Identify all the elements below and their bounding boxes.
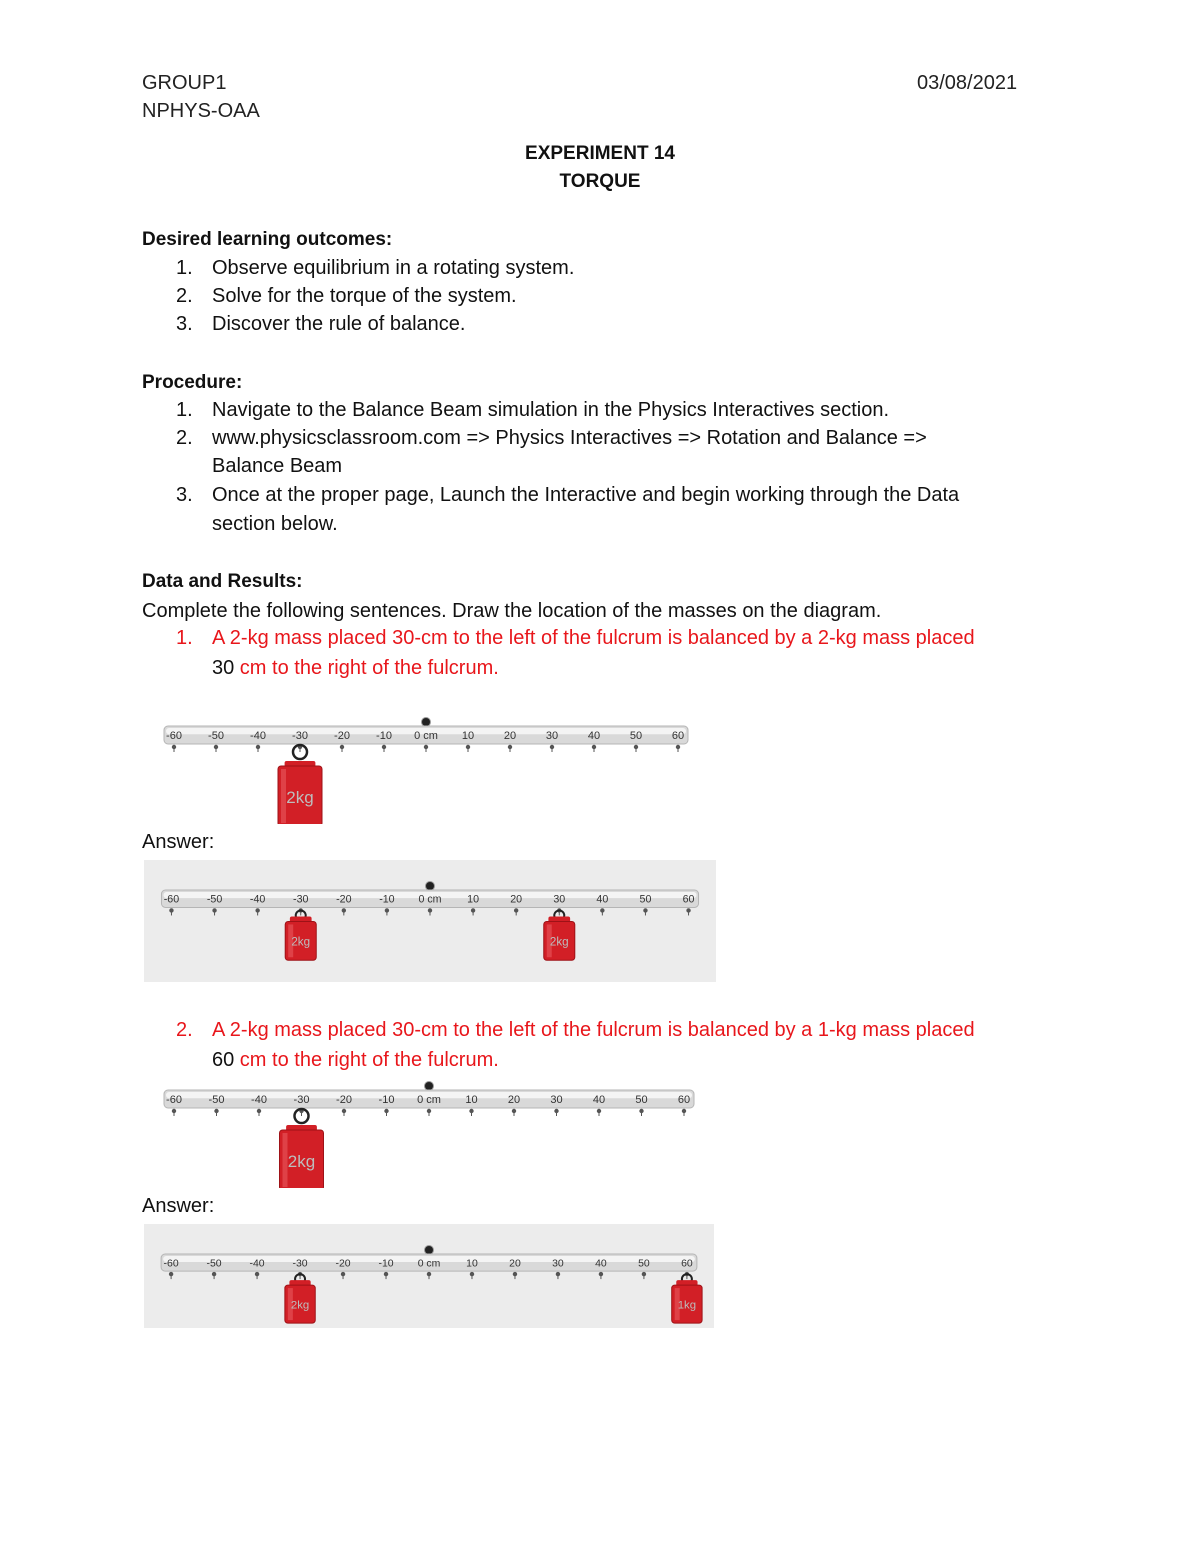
tick-label: -50 [206,893,223,906]
item-text: Navigate to the Balance Beam simulation in the Physics Interactives section. [212,399,890,421]
tick-label: 20 [503,729,517,742]
tick-label: -40 [251,1093,267,1106]
mass-label: 2kg [287,1152,316,1172]
question-text: A 2-kg mass placed 30-cm to the left of the fulcrum is balanced by a 2-kg mass placed [212,627,975,649]
date-label: 03/08/2021 [917,72,1018,94]
tick-label: -30 [293,893,309,906]
tick-label: 0 cm [417,1258,441,1270]
tick-label: 10 [461,729,475,742]
answer-diagram-1 [144,860,716,982]
question-1 [0,624,1200,684]
tick-label: 10 [465,1093,478,1106]
answer-diagram-2 [144,1224,714,1328]
tick-label: -60 [166,1093,182,1106]
item-number: 3. [176,484,193,506]
outcomes-list [0,254,1200,344]
answer-label-1: Answer: [142,831,215,853]
item-text: Balance Beam [212,455,343,477]
experiment-title: EXPERIMENT 14 [525,143,675,164]
tick-label: 0 cm [414,729,438,742]
tick-label: 50 [629,729,643,742]
outcomes-heading: Desired learning outcomes: [142,229,393,250]
tick-label: 10 [467,893,480,906]
item-text: Discover the rule of balance. [212,313,466,335]
tick-label: 30 [553,893,566,906]
mass-shine [281,769,286,823]
beam-diagram-1 [146,712,706,824]
tick-label: -40 [249,893,266,906]
tick-label: 60 [671,729,685,742]
item-text: Solve for the torque of the system. [212,285,517,307]
procedure-heading: Procedure: [142,372,243,393]
tick-label: 40 [587,729,601,742]
tick-label: -10 [378,1258,394,1270]
tick-label: 50 [639,893,652,906]
course-label: NPHYS-OAA [142,100,260,122]
tick-label: -30 [293,1093,310,1106]
tick-label: 0 cm [418,893,442,906]
mass-label: 2kg [286,788,314,808]
tick-label: 20 [509,1258,521,1270]
tick-label: 60 [681,1258,693,1270]
tick-label: -40 [250,729,266,742]
item-text: Observe equilibrium in a rotating system. [212,257,575,279]
tick-label: 60 [677,1093,691,1106]
item-text: Once at the proper page, Launch the Interactive and begin working through the Data [212,484,960,506]
tick-label: -30 [292,729,308,742]
item-text: section below. [212,513,338,535]
question-2 [0,1016,1200,1076]
data-instruction: Complete the following sentences. Draw the location of the masses on the diagram. [142,600,882,622]
answer-label-2: Answer: [142,1195,215,1217]
tick-label: -20 [334,729,350,742]
tick-label: 30 [552,1258,564,1270]
item-number: 1. [176,399,193,421]
tick-label: -20 [336,893,352,906]
tick-label: 10 [466,1258,478,1270]
tick-label: -20 [336,1093,352,1106]
answer-value: 30 [212,657,235,679]
tick-label: 30 [545,729,559,742]
answer-value: 60 [212,1049,235,1071]
mass-label: 1kg [677,1299,697,1312]
item-number: 2. [176,285,193,307]
tick-label: 60 [682,893,695,906]
tick-label: -20 [335,1258,351,1270]
group-label: GROUP1 [142,72,227,94]
tick-label: 40 [595,1258,607,1270]
tick-label: -10 [378,1093,395,1106]
item-number: 3. [176,313,193,335]
question-number: 1. [176,627,193,649]
tick-label: -10 [379,893,395,906]
question-number: 2. [176,1019,193,1041]
data-heading: Data and Results: [142,571,303,592]
tick-label: -50 [208,729,224,742]
question-text: A 2-kg mass placed 30-cm to the left of the fulcrum is balanced by a 1-kg mass placed [212,1019,975,1041]
beam-diagram-2 [146,1076,712,1188]
fulcrum-pin [426,882,435,891]
tick-label: -10 [376,729,392,742]
item-text: www.physicsclassroom.com => Physics Interactives => Rotation and Balance => [212,427,927,449]
procedure-list [0,396,1200,546]
fulcrum-pin [422,718,431,727]
tick-label: 40 [596,893,609,906]
tick-label: 50 [635,1093,648,1106]
tick-label: 30 [550,1093,563,1106]
tick-label: -60 [163,1258,179,1270]
mass-label: 2kg [290,1299,310,1312]
tick-label: 20 [510,893,523,906]
fulcrum-pin [425,1246,434,1255]
mass-label: 2kg [291,935,311,949]
question-text-rest: cm to the right of the fulcrum. [234,657,499,679]
mass-label: 2kg [549,935,569,949]
tick-label: 50 [638,1258,650,1270]
tick-label: -30 [292,1258,308,1270]
item-number: 1. [176,257,193,279]
fulcrum-pin [425,1082,434,1091]
mass-shine [283,1133,288,1187]
experiment-subtitle: TORQUE [559,171,641,192]
tick-label: -60 [166,729,182,742]
tick-label: 40 [592,1093,606,1106]
tick-label: -50 [206,1258,222,1270]
tick-label: -60 [163,893,180,906]
question-text-rest: cm to the right of the fulcrum. [234,1049,499,1071]
tick-label: -40 [249,1258,265,1270]
tick-label: 20 [507,1093,521,1106]
item-number: 2. [176,427,193,449]
tick-label: -50 [208,1093,225,1106]
tick-label: 0 cm [417,1093,441,1106]
